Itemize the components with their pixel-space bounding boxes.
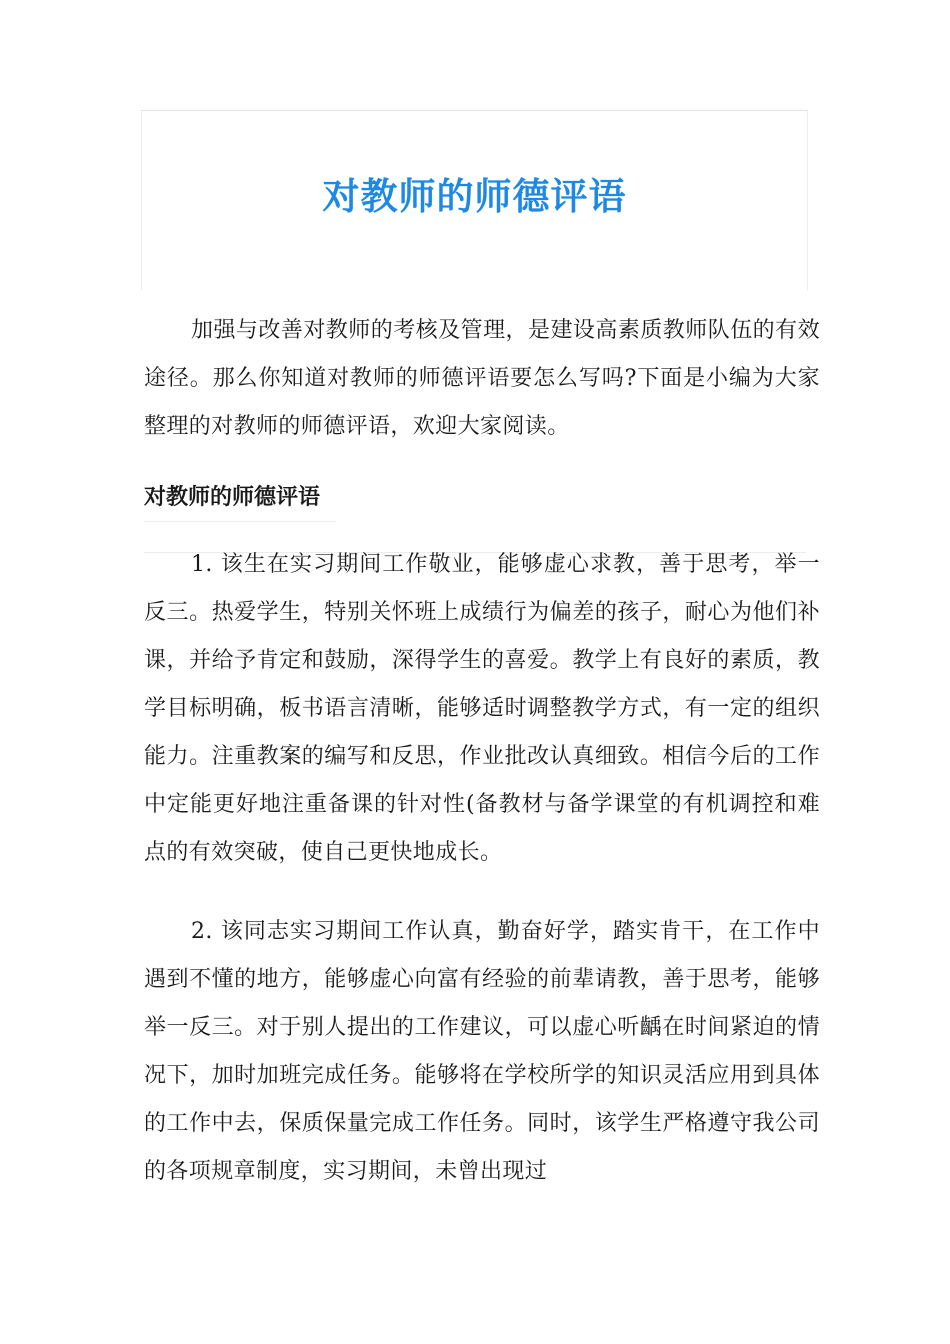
evaluation-item-1: 1. 该生在实习期间工作敬业，能够虚心求教，善于思考，举一反三。热爱学生，特别关怀班上成绩行为偏差的孩子，耐心为他们补课，并给予肯定和鼓励，深得学生的喜爱。教学上有良好的素质，教学目标明确，板书语言清晰，能够适时调整教学方式，有一定的组织能力。注重教案的编写和反思，作业批改认真细致。相信今后的工作中定能更好地注重备课的针对性(备教材与备学课堂的有机调控和难点的有效突破，使自己更快地成长。 <box>144 552 820 865</box>
intro-paragraph: 加强与改善对教师的考核及管理，是建设高素质教师队伍的有效途径。那么你知道对教师的师德评语要怎么写吗?下面是小编为大家整理的对教师的师德评语，欢迎大家阅读。 <box>144 318 820 439</box>
document-title: 对教师的师德评语 <box>322 175 627 218</box>
evaluation-item-2: 2. 该同志实习期间工作认真，勤奋好学，踏实肯干，在工作中遇到不懂的地方，能够虚心向富有经验的前辈请教，善于思考，能够举一反三。对于别人提出的工作建议，可以虚心听齲在时间紧迫的情况下，加时加班完成任务。能够将在学校所学的知识灵活应用到具体的工作中去，保质保量完成工作任务。同时，该学生严格遵守我公司的各项规章制度，实习期间，未曾出现过 <box>144 919 820 1184</box>
section-heading: 对教师的师德评语 <box>144 485 321 510</box>
title-frame <box>141 110 808 290</box>
